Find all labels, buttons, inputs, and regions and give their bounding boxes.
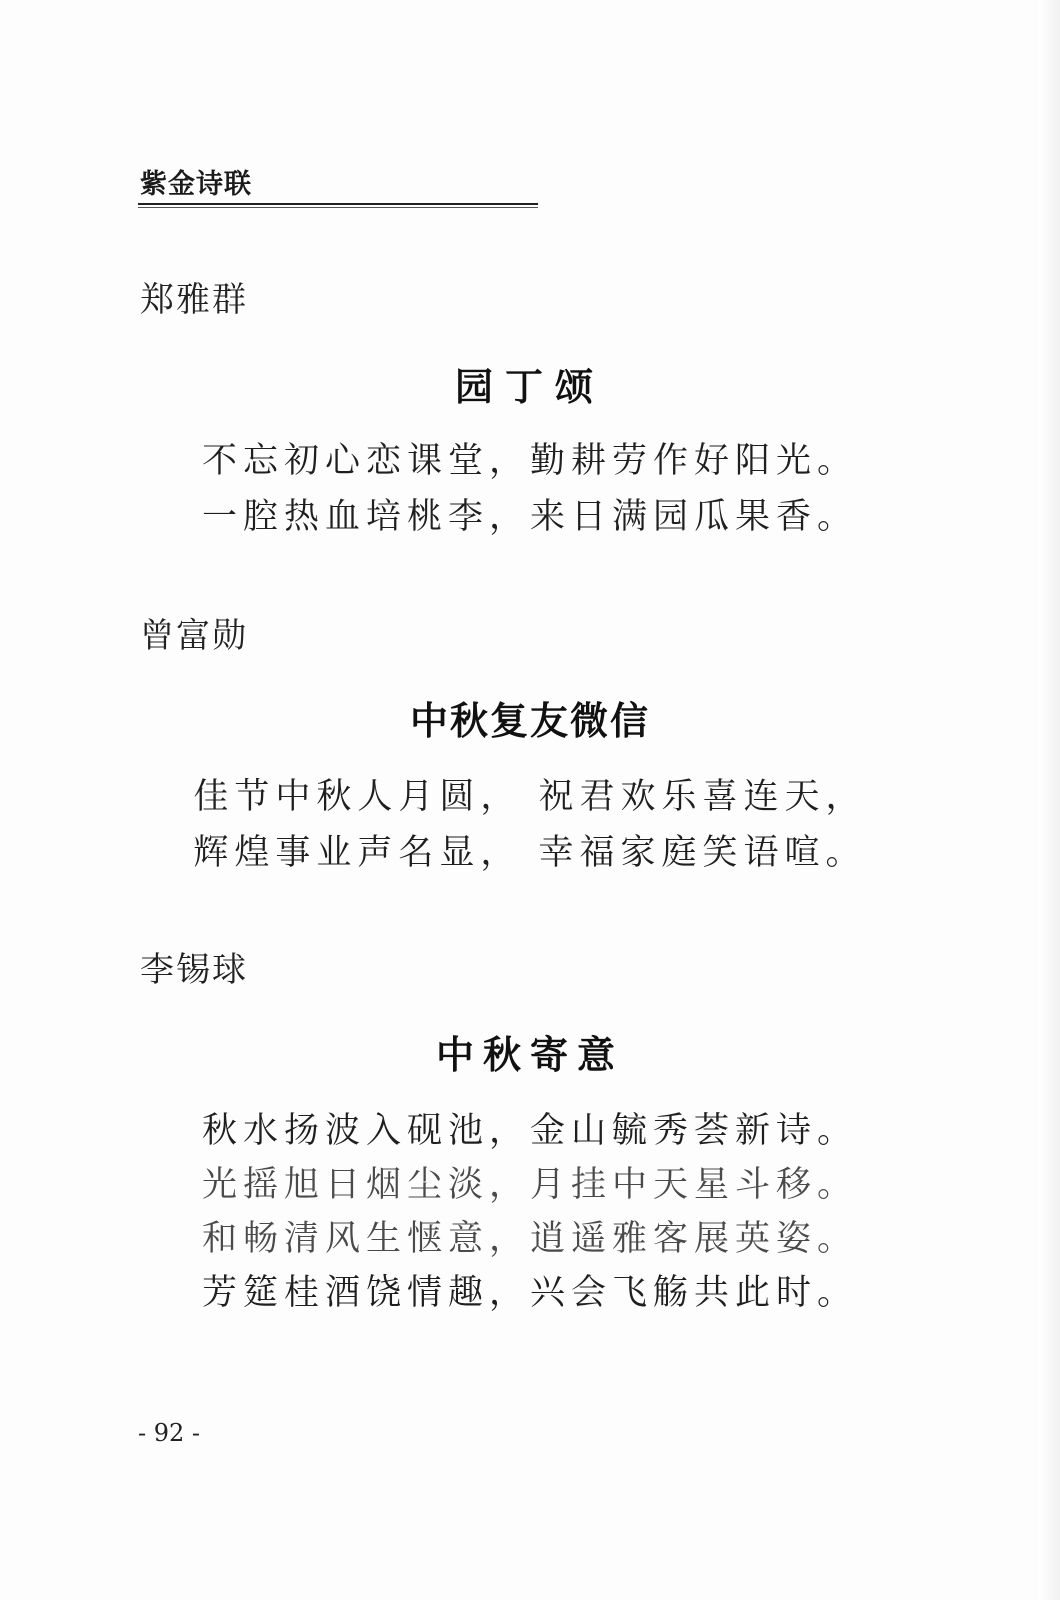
poem-title: 中秋复友微信 (409, 698, 650, 743)
poem-author: 曾富勋 (140, 616, 248, 656)
poem-line: 佳节中秋人月圆， 祝君欢乐喜连天， (193, 777, 867, 817)
poem-line: 一腔热血培桃李，来日满园瓜果香。 (201, 497, 858, 537)
page-number: - 92 - (138, 1419, 201, 1447)
poem-line: 和畅清风生惬意，逍遥雅客展英姿。 (201, 1219, 858, 1259)
poem-line: 秋水扬波入砚池，金山毓秀荟新诗。 (201, 1111, 858, 1151)
poem-author: 郑雅群 (140, 280, 248, 320)
poem-line: 芳筵桂酒饶情趣，兴会飞觞共此时。 (201, 1273, 858, 1313)
header-rule (138, 203, 538, 205)
poem-author: 李锡球 (140, 950, 248, 990)
poem-title: 中秋寄意 (435, 1032, 624, 1077)
header-rule-thin (138, 207, 538, 208)
poem-line: 光摇旭日烟尘淡，月挂中天星斗移。 (201, 1165, 858, 1205)
poem-title: 园丁颂 (454, 364, 605, 409)
poem-line: 不忘初心恋课堂，勤耕劳作好阳光。 (201, 441, 858, 481)
poem-line: 辉煌事业声名显， 幸福家庭笑语喧。 (193, 833, 867, 873)
running-header: 紫金诗联 (140, 169, 252, 200)
